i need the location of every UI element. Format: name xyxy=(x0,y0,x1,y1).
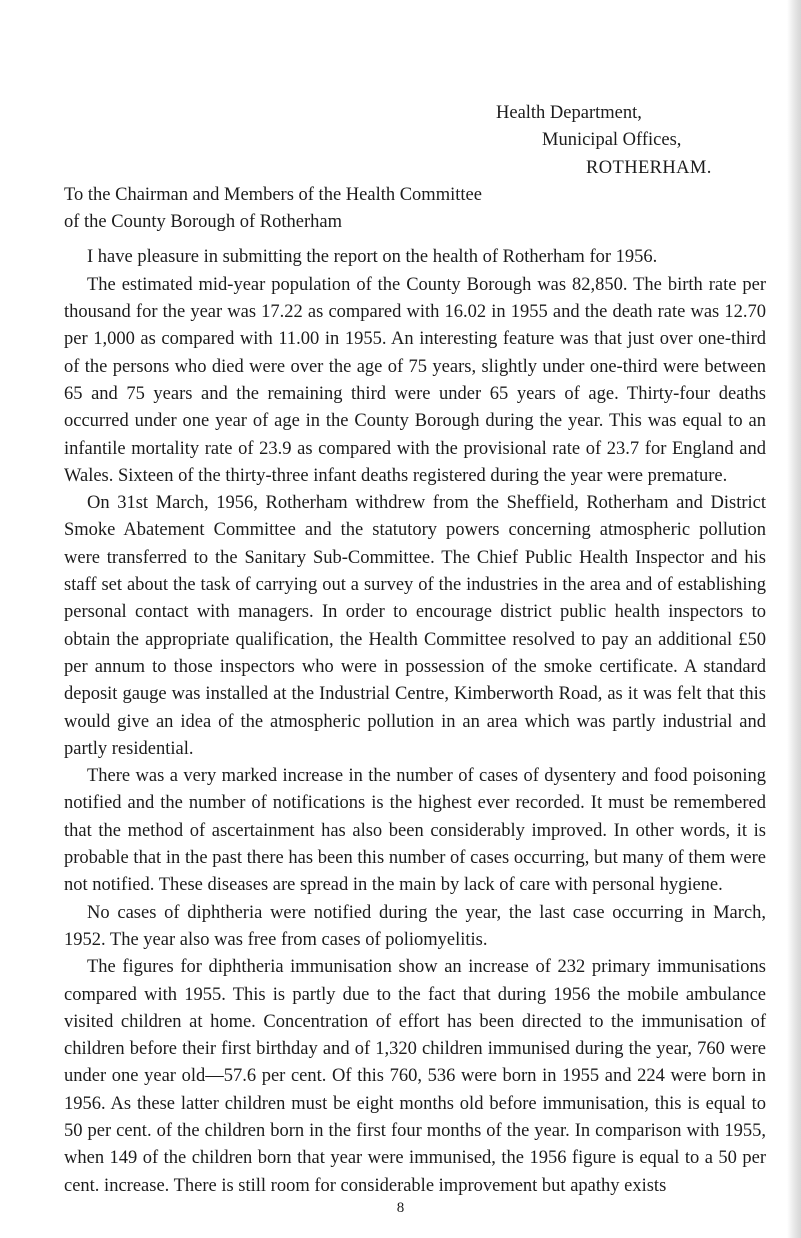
sender-address xyxy=(496,100,766,182)
address-line-department: Health Department, xyxy=(496,103,642,123)
paragraph-population-statistics: The estimated mid-year population of the County Borough was 82,850. The birth rate per thousand for the year was 17.22 as compared with 16.02 in 1955 and the death rate was 12.70 per 1,000 as compared with 11.00 in 1955. An interesting feature was that just over one-third of the persons who died were over the age of 75 years, slightly under one-third were between 65 and 75 years and the remaining third were under 65 years of age. Thirty-four deaths occurred under one year of age in the County Borough during the year. This was equal to an infantile mortality rate of 23.9 as compared with the provisional rate of 23.7 for England and Wales. Sixteen of the thirty-three infant deaths registered during the year were premature. xyxy=(64,274,766,486)
report-page xyxy=(64,100,766,1200)
salutation xyxy=(64,182,766,237)
paragraph-dysentery-food-poisoning: There was a very marked increase in the number of cases of dysentery and food poisoning notified and the number of notifications is the highest ever recorded. It must be remembered that the method of ascertainment has also been considerably improved. In other words, it is probable that in the past there has been this number of cases occurring, but many of them were not notified. These diseases are spread in the main by lack of care with personal hygiene. xyxy=(64,766,766,896)
salutation-line-1: To the Chairman and Members of the Health Committee xyxy=(64,184,482,205)
paragraph-introduction: I have pleasure in submitting the report on the health of Rotherham for 1956. xyxy=(87,247,658,268)
paragraph-smoke-abatement: On 31st March, 1956, Rotherham withdrew from the Sheffield, Rotherham and District Smoke Abatement Committee and the statutory powers concerning atmospheric pollution were transferred to the Sanitary Sub-Committee. The Chief Public Health Inspector and his staff set about the task of carrying out a survey of the industries in the area and of establishing personal contact with managers. In order to encourage district public health inspectors to obtain the appropriate qualification, the Health Committee resolved to pay an additional £50 per annum to those inspectors who were in possession of the smoke certificate. A standard deposit gauge was installed at the Industrial Centre, Kimberworth Road, as it was felt that this would give an idea of the atmospheric pollution in an area which was partly industrial and partly residential. xyxy=(64,493,766,759)
address-line-offices: Municipal Offices, xyxy=(542,130,682,151)
page-edge-shadow xyxy=(787,0,801,1238)
salutation-line-2: of the County Borough of Rotherham xyxy=(64,212,342,233)
paragraph-immunisation: The figures for diphtheria immunisation show an increase of 232 primary immunisations compared with 1955. This is partly due to the fact that during 1956 the mobile ambulance visited children at home. Concentration of effort has been directed to the immunisation of children before their first birthday and of 1,320 children immunised during the year, 760 were under one year old—57.6 per cent. Of this 760, 536 were born in 1955 and 224 were born in 1956. As these latter children must be eight months old before immunisation, this is equal to 50 per cent. of the children born in the first four months of the year. In comparison with 1955, when 149 of the children born that year were immunised, the 1956 figure is equal to a 50 per cent. increase. There is still room for considerable improvement but apathy exists xyxy=(64,957,766,1196)
paragraph-diphtheria-poliomyelitis: No cases of diphtheria were notified during the year, the last case occurring in March, 1952. The year also was free from cases of poliomyelitis. xyxy=(64,902,766,950)
address-line-town: ROTHERHAM. xyxy=(586,157,712,178)
page-number: 8 xyxy=(396,1200,405,1216)
